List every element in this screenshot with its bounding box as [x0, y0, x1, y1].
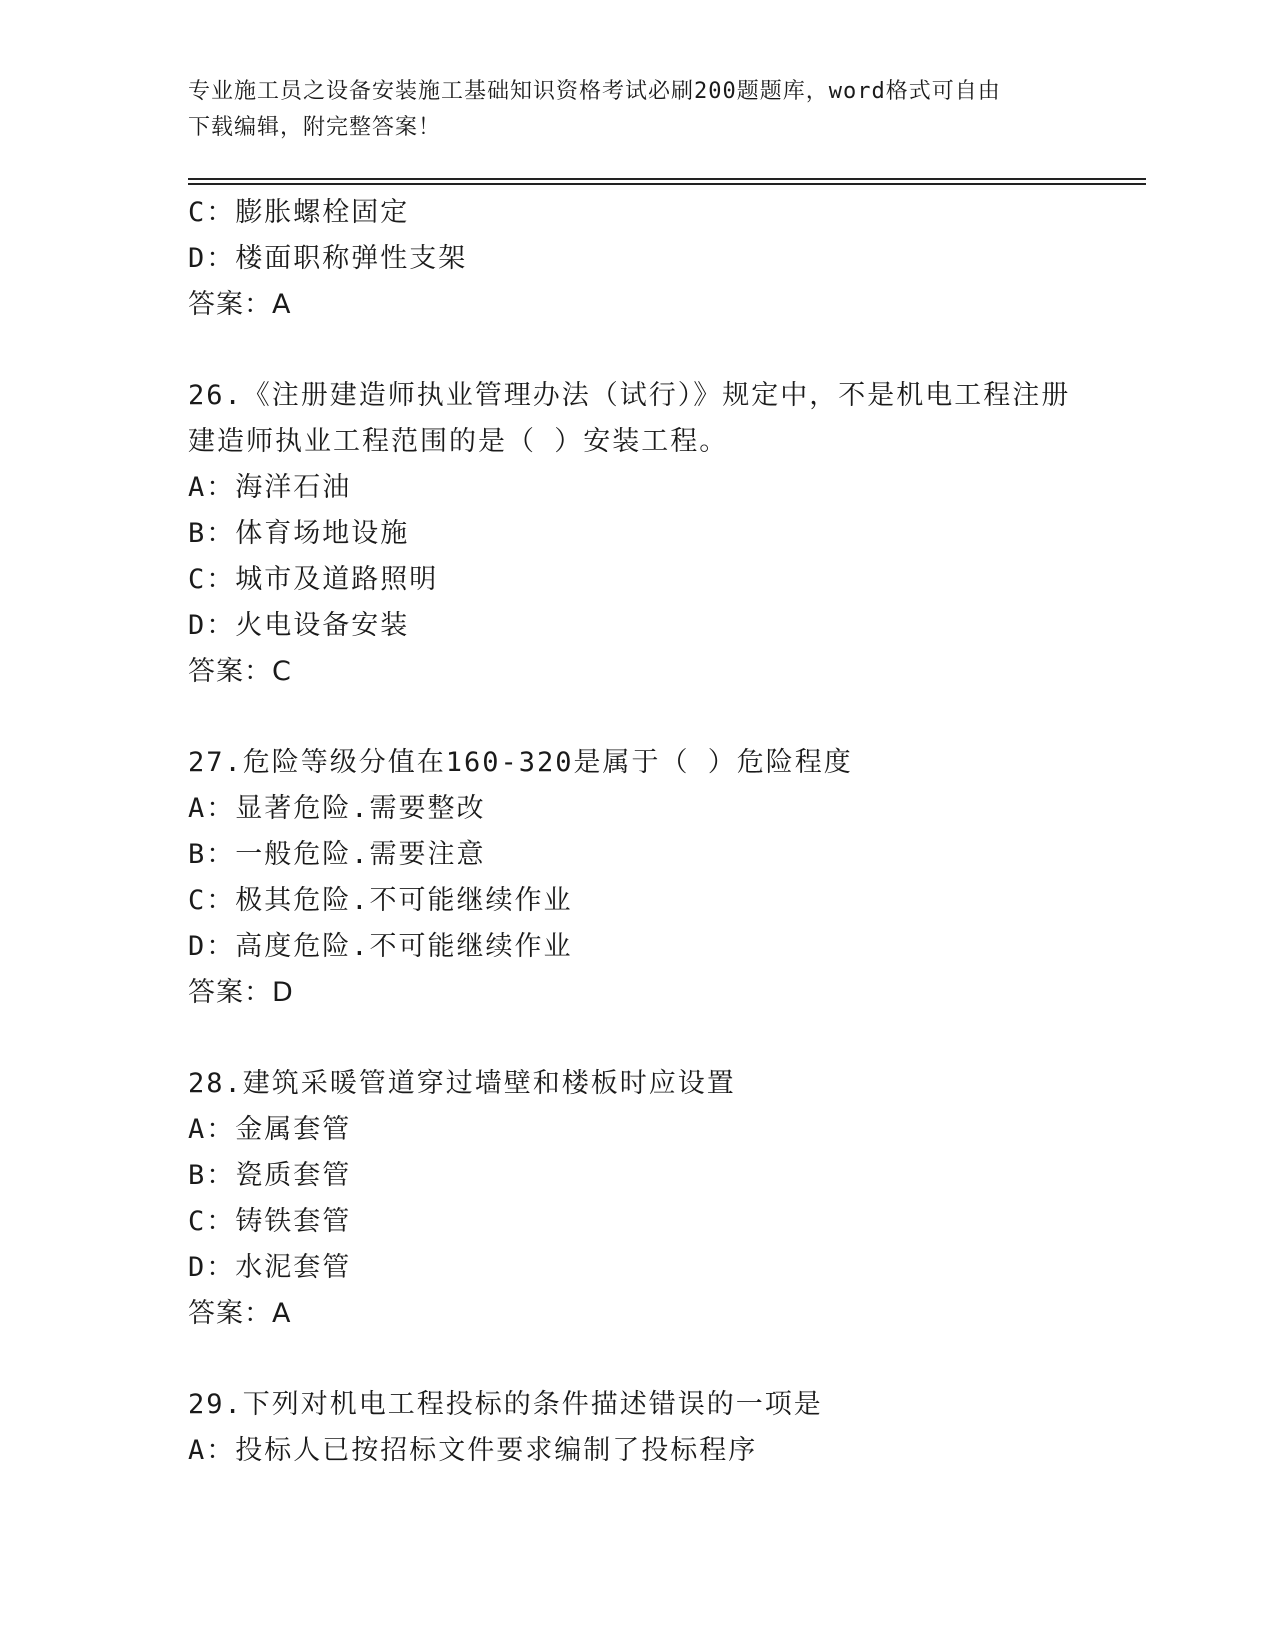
- option-a: A：金属套管: [188, 1114, 352, 1145]
- answer-line: 答案：A: [188, 289, 292, 320]
- option-b: B：一般危险.需要注意: [188, 839, 486, 870]
- option-a: A：海洋石油: [188, 472, 352, 503]
- answer-line: 答案：C: [188, 656, 292, 687]
- question-29: [188, 1382, 1088, 1474]
- answer-line: 答案：A: [188, 1298, 292, 1329]
- option-a: A：投标人已按招标文件要求编制了投标程序: [188, 1435, 758, 1466]
- document-header: [188, 74, 1088, 146]
- question-26: [188, 373, 1088, 695]
- question-stem-cont: 建造师执业工程范围的是（ ）安装工程。: [188, 426, 729, 457]
- option-d: D：楼面职称弹性支架: [188, 243, 468, 274]
- question-stem: 27.危险等级分值在160-320是属于（ ）危险程度: [188, 747, 853, 778]
- option-d: D：高度危险.不可能继续作业: [188, 931, 573, 962]
- header-line-2: 下载编辑，附完整答案！: [188, 115, 442, 140]
- header-rule-bottom: [188, 183, 1146, 185]
- question-stem: 26.《注册建造师执业管理办法（试行）》规定中，不是机电工程注册: [188, 380, 1071, 411]
- header-line-1: 专业施工员之设备安装施工基础知识资格考试必刷200题题库，word格式可自由: [188, 79, 1001, 104]
- question-28: [188, 1061, 1088, 1337]
- question-27: [188, 740, 1088, 1016]
- option-c: C：膨胀螺栓固定: [188, 197, 410, 228]
- answer-line: 答案：D: [188, 977, 294, 1008]
- question-25-continued: [188, 190, 1088, 328]
- option-c: C：城市及道路照明: [188, 564, 439, 595]
- question-stem: 29.下列对机电工程投标的条件描述错误的一项是: [188, 1389, 823, 1420]
- option-b: B：瓷质套管: [188, 1160, 352, 1191]
- option-a: A：显著危险.需要整改: [188, 793, 486, 824]
- option-b: B：体育场地设施: [188, 518, 410, 549]
- header-rule-top: [188, 178, 1146, 180]
- option-c: C：极其危险.不可能继续作业: [188, 885, 573, 916]
- question-stem: 28.建筑采暖管道穿过墙壁和楼板时应设置: [188, 1068, 736, 1099]
- option-c: C：铸铁套管: [188, 1206, 352, 1237]
- option-d: D：水泥套管: [188, 1252, 352, 1283]
- option-d: D：火电设备安装: [188, 610, 410, 641]
- question-list: [188, 190, 1088, 1474]
